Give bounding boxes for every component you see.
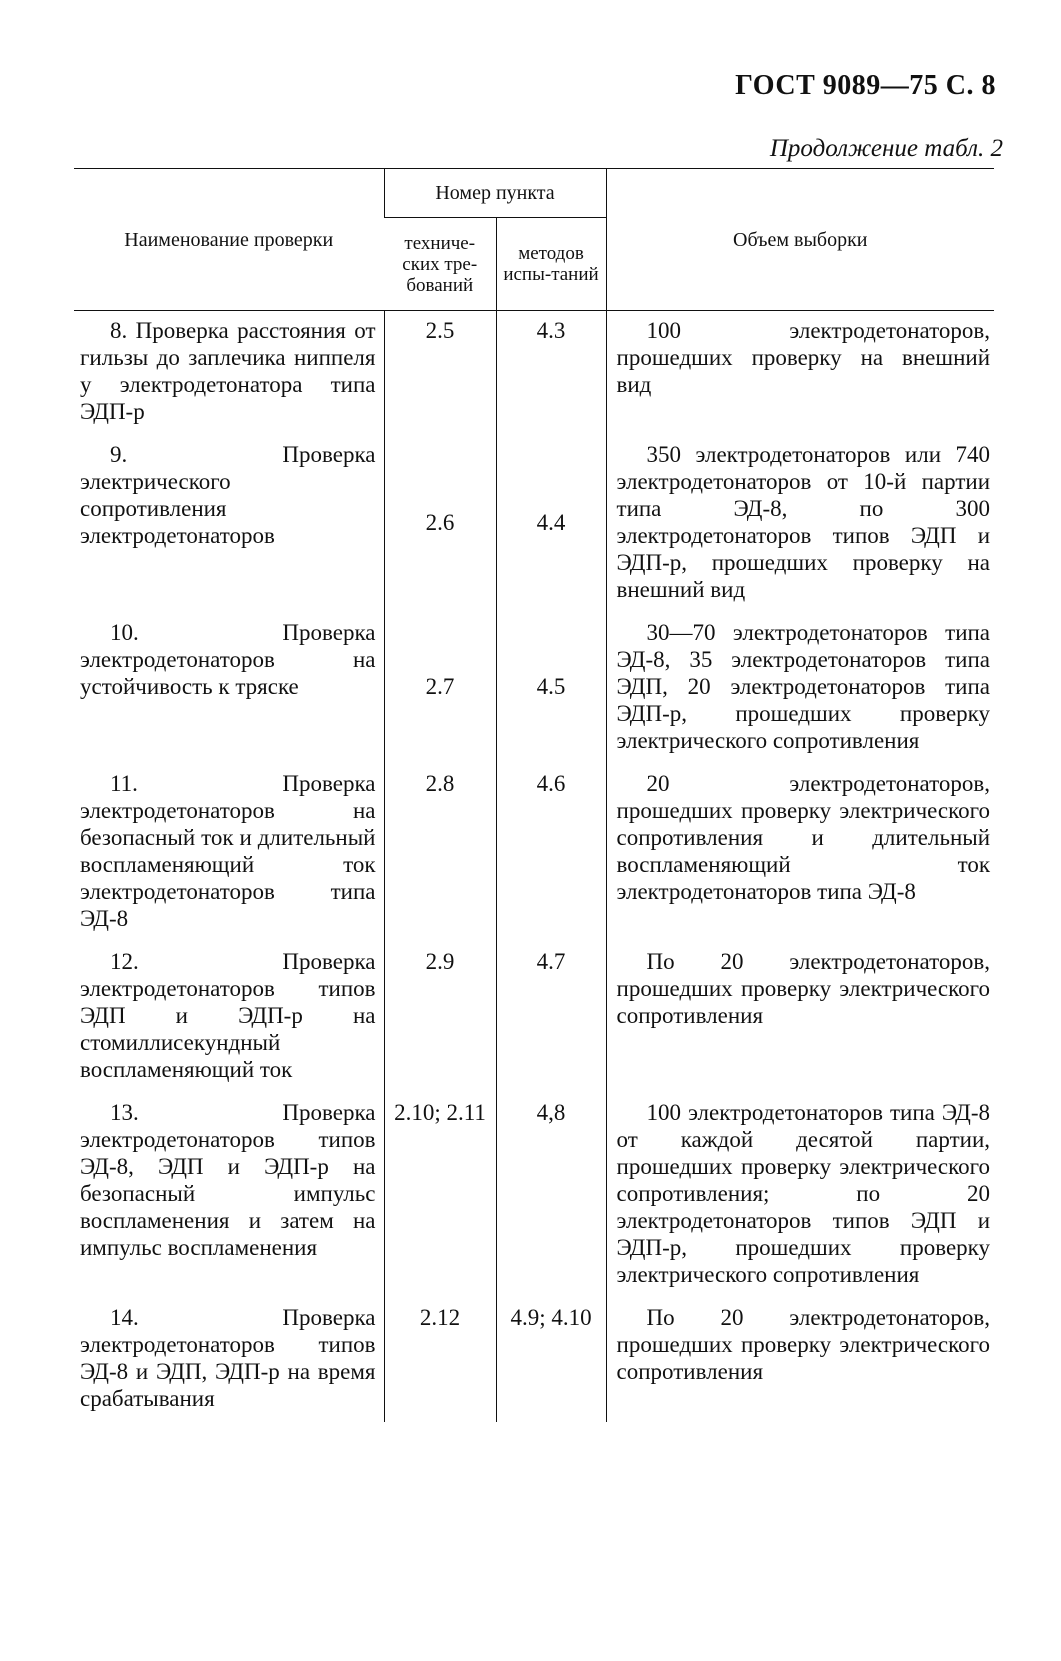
column-header-sample: Объем выборки bbox=[606, 169, 994, 311]
table-row bbox=[74, 764, 994, 942]
check-name: 11. Проверка электродетонаторов на безопасный ток и длительный воспламеняющий ток электродетонаторов типа ЭД-8 bbox=[80, 771, 376, 931]
table-row bbox=[74, 1298, 994, 1422]
tech-clause: 2.6 bbox=[384, 435, 496, 613]
check-name: 14. Проверка электродетонаторов типов ЭД-8 и ЭДП, ЭДП-р на время срабатывания bbox=[80, 1305, 376, 1411]
sample-size: 350 электродетонаторов или 740 электродетонаторов от 10-й партии типа ЭД-8, по 300 электродетонаторов типов ЭДП и ЭДП-р, прошедших проверку на внешний вид bbox=[606, 435, 994, 613]
tech-clause: 2.10; 2.11 bbox=[384, 1093, 496, 1298]
column-header-tech: техниче-ских тре-бований bbox=[384, 218, 496, 311]
method-clause: 4.3 bbox=[496, 311, 606, 436]
table-row bbox=[74, 613, 994, 764]
tech-clause: 2.7 bbox=[384, 613, 496, 764]
column-header-number-group: Номер пункта bbox=[384, 169, 606, 218]
method-clause: 4.6 bbox=[496, 764, 606, 942]
check-name: 10. Проверка электродетонаторов на устойчивость к тряске bbox=[80, 620, 376, 699]
tech-clause: 2.9 bbox=[384, 942, 496, 1093]
method-clause: 4.9; 4.10 bbox=[496, 1298, 606, 1422]
check-name: 12. Проверка электродетонаторов типов ЭДП и ЭДП-р на стомиллисекундный воспламеняющий ток bbox=[80, 949, 376, 1082]
sample-size: 100 электродетонаторов, прошедших проверку на внешний вид bbox=[606, 311, 994, 436]
table-caption: Продолжение табл. 2 bbox=[769, 135, 1003, 162]
sample-size: 30—70 электродетонаторов типа ЭД-8, 35 электродетонаторов типа ЭДП, 20 электродетонаторов типа ЭДП-р, прошедших проверку электрического сопротивления bbox=[606, 613, 994, 764]
inspection-table bbox=[74, 168, 994, 1422]
document-reference: ГОСТ 9089—75 С. 8 bbox=[735, 70, 996, 101]
table-row bbox=[74, 942, 994, 1093]
table-row bbox=[74, 1093, 994, 1298]
method-clause: 4.5 bbox=[496, 613, 606, 764]
tech-clause: 2.12 bbox=[384, 1298, 496, 1422]
sample-size: 20 электродетонаторов, прошедших проверку электрического сопротивления и длительный воспламеняющий ток электродетонаторов типа ЭД-8 bbox=[606, 764, 994, 942]
method-clause: 4.7 bbox=[496, 942, 606, 1093]
sample-size: По 20 электродетонаторов, прошедших проверку электрического сопротивления bbox=[606, 942, 994, 1093]
check-name: 9. Проверка электрического сопротивления электродетонаторов bbox=[80, 442, 376, 548]
sample-size: По 20 электродетонаторов, прошедших проверку электрического сопротивления bbox=[606, 1298, 994, 1422]
column-header-methods: методов испы-таний bbox=[496, 218, 606, 311]
method-clause: 4.4 bbox=[496, 435, 606, 613]
check-name: 13. Проверка электродетонаторов типов ЭД-8, ЭДП и ЭДП-р на безопасный импульс воспламенения и затем на импульс воспламенения bbox=[80, 1100, 376, 1260]
check-name: 8. Проверка расстояния от гильзы до заплечика ниппеля у электродетонатора типа ЭДП-р bbox=[80, 318, 376, 424]
table-row bbox=[74, 435, 994, 613]
tech-clause: 2.5 bbox=[384, 311, 496, 436]
tech-clause: 2.8 bbox=[384, 764, 496, 942]
method-clause: 4,8 bbox=[496, 1093, 606, 1298]
table-row bbox=[74, 311, 994, 436]
column-header-name: Наименование проверки bbox=[74, 169, 384, 311]
sample-size: 100 электродетонаторов типа ЭД-8 от каждой десятой партии, прошедших проверку электрического сопротивления; по 20 электродетонаторов типов ЭДП и ЭДП-р, прошедших проверку электрического сопротивления bbox=[606, 1093, 994, 1298]
